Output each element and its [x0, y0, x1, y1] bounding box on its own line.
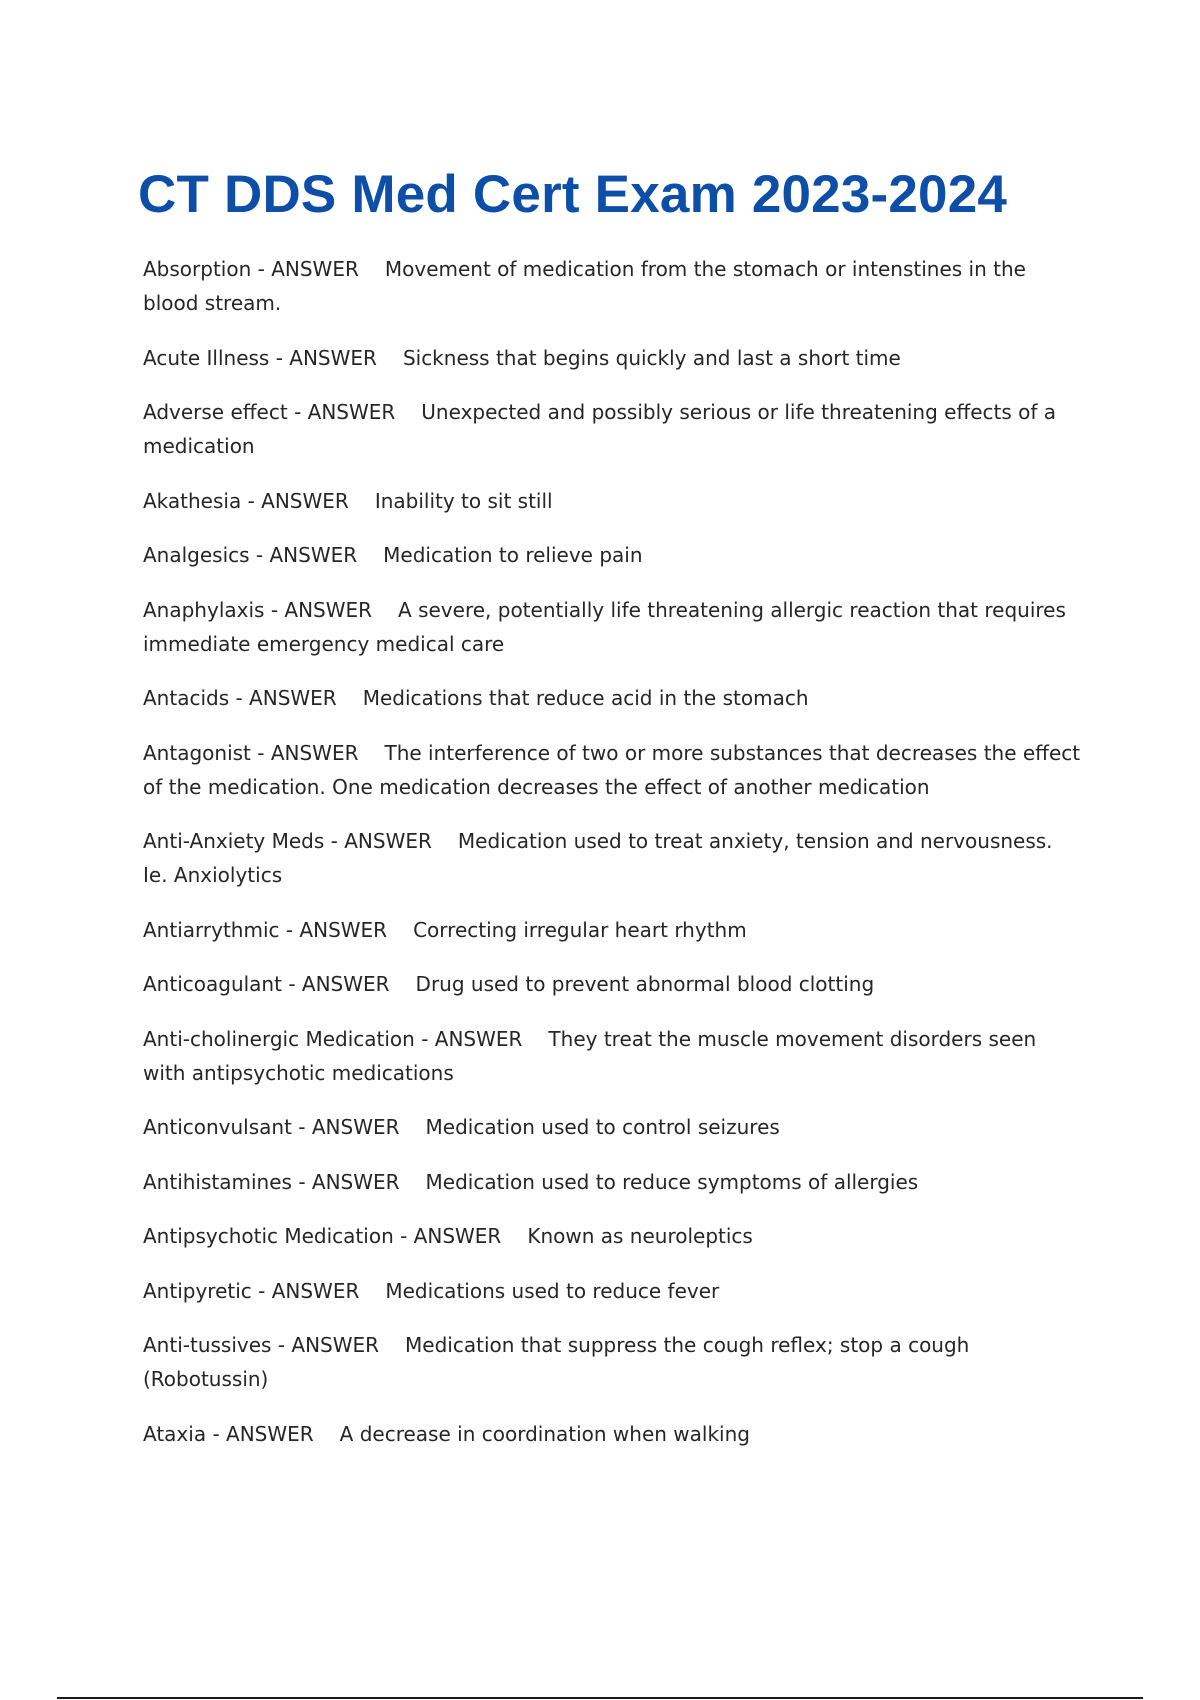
flashcard-entry: [143, 538, 1083, 572]
page-title: CT DDS Med Cert Exam 2023-2024: [138, 165, 1008, 224]
entry-answer-separator: - ANSWER: [277, 1333, 380, 1357]
flashcard-entry: [143, 1165, 1083, 1199]
entry-term: Antipsychotic Medication: [143, 1224, 394, 1248]
entry-definition: Medications used to reduce fever: [385, 1278, 720, 1303]
entry-definition: Medication used to treat anxiety, tension and nervousness. Ie. Anxiolytics: [143, 829, 1053, 887]
entry-answer-separator: - ANSWER: [247, 488, 349, 513]
entry-term: Adverse effect: [143, 400, 288, 424]
entry-definition: Correcting irregular heart rhythm: [413, 917, 747, 942]
flashcard-entry: [143, 1328, 1083, 1396]
flashcard-entry: [143, 593, 1083, 661]
entry-definition: Medications that reduce acid in the stomach: [362, 686, 809, 710]
flashcard-entry: [143, 341, 1083, 375]
entry-term: Anticoagulant: [143, 972, 282, 996]
entry-answer-separator: - ANSWER: [421, 1026, 523, 1051]
entry-term: Analgesics: [143, 543, 250, 567]
entry-answer-separator: - ANSWER: [294, 400, 396, 424]
entry-definition: Movement of medication from the stomach or intenstines in the blood stream.: [143, 257, 1026, 315]
flashcard-list: [143, 252, 1083, 1471]
flashcard-entry: [143, 395, 1083, 463]
flashcard-entry: [143, 1219, 1083, 1253]
entry-definition: A severe, potentially life threatening allergic reaction that requires immediate emergency medical care: [143, 597, 1066, 656]
entry-term: Antagonist: [143, 740, 251, 765]
entry-answer-separator: - ANSWER: [255, 543, 358, 567]
entry-answer-separator: - ANSWER: [330, 829, 432, 853]
flashcard-entry: [143, 1417, 1083, 1451]
entry-term: Anticonvulsant: [143, 1115, 292, 1139]
entry-term: Antihistamines: [143, 1169, 292, 1194]
entry-answer-separator: - ANSWER: [257, 257, 359, 281]
entry-definition: Medication that suppress the cough reflex; stop a cough (Robotussin): [143, 1333, 970, 1391]
entry-definition: Known as neuroleptics: [527, 1224, 753, 1248]
entry-definition: Medication to relieve pain: [383, 543, 643, 567]
entry-term: Acute Illness: [143, 345, 270, 370]
flashcard-entry: [143, 736, 1083, 804]
entry-answer-separator: - ANSWER: [275, 345, 377, 370]
entry-definition: Inability to sit still: [374, 488, 553, 513]
entry-term: Akathesia: [143, 488, 242, 513]
entry-definition: Drug used to prevent abnormal blood clotting: [415, 972, 875, 996]
flashcard-entry: [143, 681, 1083, 715]
flashcard-entry: [143, 484, 1083, 518]
flashcard-entry: [143, 1110, 1083, 1144]
entry-definition: The interference of two or more substances that decreases the effect of the medication. One medication decreases the effect of another medication: [143, 740, 1081, 799]
entry-term: Anti-Anxiety Meds: [143, 829, 325, 853]
entry-answer-separator: - ANSWER: [298, 1169, 400, 1194]
entry-answer-separator: - ANSWER: [285, 917, 388, 942]
entry-definition: Medication used to control seizures: [425, 1115, 780, 1139]
flashcard-entry: [143, 913, 1083, 947]
entry-term: Antipyretic: [143, 1278, 252, 1303]
entry-answer-separator: - ANSWER: [258, 1278, 360, 1303]
entry-term: Antiarrythmic: [143, 917, 280, 942]
entry-answer-separator: - ANSWER: [257, 740, 359, 765]
entry-definition: Sickness that begins quickly and last a short time: [402, 345, 901, 370]
entry-answer-separator: - ANSWER: [288, 972, 390, 996]
entry-answer-separator: - ANSWER: [400, 1224, 502, 1248]
entry-definition: A decrease in coordination when walking: [339, 1421, 750, 1446]
footer-divider: [57, 1697, 1143, 1699]
entry-definition: Unexpected and possibly serious or life threatening effects of a medication: [143, 400, 1057, 458]
entry-term: Anaphylaxis: [143, 597, 265, 622]
entry-term: Antacids: [143, 686, 230, 710]
flashcard-entry: [143, 824, 1083, 892]
entry-term: Anti-cholinergic Medication: [143, 1026, 415, 1051]
entry-term: Absorption: [143, 257, 252, 281]
entry-term: Ataxia: [143, 1421, 207, 1446]
flashcard-entry: [143, 967, 1083, 1001]
entry-answer-separator: - ANSWER: [270, 597, 373, 622]
flashcard-entry: [143, 252, 1083, 320]
flashcard-entry: [143, 1022, 1083, 1090]
entry-answer-separator: - ANSWER: [235, 686, 337, 710]
entry-definition: They treat the muscle movement disorders seen with antipsychotic medications: [143, 1026, 1037, 1085]
entry-definition: Medication used to reduce symptoms of allergies: [425, 1169, 919, 1194]
flashcard-entry: [143, 1274, 1083, 1308]
entry-answer-separator: - ANSWER: [298, 1115, 400, 1139]
entry-answer-separator: - ANSWER: [212, 1421, 314, 1446]
entry-term: Anti-tussives: [143, 1333, 272, 1357]
